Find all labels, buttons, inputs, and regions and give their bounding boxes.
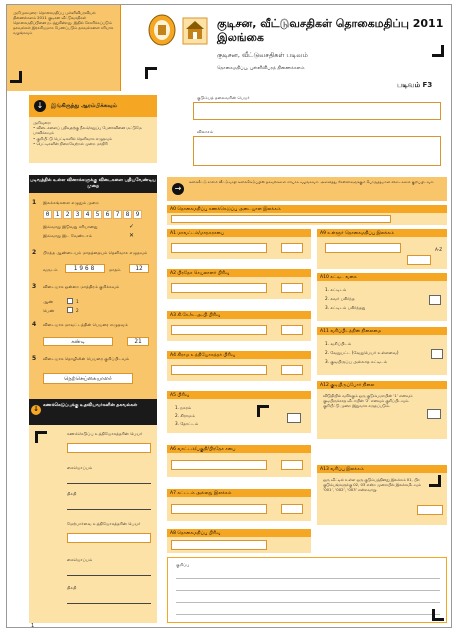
section-a8-header: A8 தொகைமதிப்பு பிரிவு	[167, 529, 311, 537]
female-code: 2	[76, 308, 79, 313]
building-type-option[interactable]: 3. கட்டிடம் பகிர்ந்தது	[325, 305, 366, 310]
occupancy-code-box[interactable]	[427, 409, 441, 419]
section-a13-body	[317, 473, 447, 525]
enumerator-header-label: கணக்கெடுப்புக்கு உதவியவர்களின் தகவல்கள்	[43, 403, 138, 408]
start-here-banner	[29, 95, 157, 117]
housing-status-code-box[interactable]	[431, 349, 443, 359]
example-wrong: இவ்வாறு இட வேண்டாம்	[43, 233, 93, 238]
section-a6-header: A6 வாட்டம்/பகுதி/பிரதேச சபை	[167, 445, 311, 453]
building-type-code-box[interactable]	[429, 295, 441, 305]
supervisor-name-label: மேற்பார்வை உத்தியோகத்தரின் பெயர்	[67, 521, 141, 526]
section-a7-header: A7 கட்டடம் அல்லது இலக்கம்	[167, 489, 311, 497]
housing-status-option[interactable]: 2. வேறுபட்ட (வேறுபெயர் உள்ளவை)	[325, 350, 399, 355]
section-a3-body	[167, 319, 311, 341]
address-label: விலாசம்	[197, 129, 214, 134]
unit-number-instructions: ஒரு வீட்டில் உள்ள ஒரு குடும்பத்தினது இலக்கம் 01, பிற குடும்பங்களுக்கு 02, 03 என்ற முறையில் இலக்கமிடவும் ‘001’, ‘002’, ‘003’ என்றவாறு.	[323, 477, 421, 493]
sector-option-estate[interactable]: 3. தோட்டம்	[175, 421, 199, 426]
section-a5-body	[167, 399, 311, 433]
registration-mark-icon	[432, 609, 444, 621]
instruction-banner	[167, 177, 447, 201]
example-correct: இவ்வாறு இடுவது சரியானது	[43, 224, 98, 229]
notes-line	[176, 602, 440, 603]
householder-label: குடும்பத் தலைவரின் பெயர்	[197, 95, 250, 100]
supervisor-date-label: திகதி	[67, 585, 77, 590]
section-a0-header: A0 தொகைமதிப்பு கணக்கெடுப்பு அடையாள இலக்கம்	[167, 205, 447, 213]
section-a10-body	[317, 281, 447, 321]
ds-division-code-field[interactable]	[281, 283, 303, 293]
gn-division-code-field[interactable]	[281, 365, 303, 375]
sector-option-urban[interactable]: 1. நகரம்	[175, 405, 192, 410]
enumerator-date-label: திகதி	[67, 491, 77, 496]
section-a9-body	[317, 237, 447, 269]
female-label: பெண்	[43, 308, 55, 313]
right-arrow-icon: →	[172, 183, 184, 195]
building-code-field[interactable]	[281, 504, 303, 514]
district-code-input: 21	[127, 337, 149, 346]
ds-division-input[interactable]	[171, 283, 267, 293]
notes-line	[176, 578, 440, 579]
district-example-input: கண்டி	[43, 337, 113, 346]
building-number-input[interactable]	[171, 504, 267, 514]
digits-heading: இலக்கங்களை எழுதும் முறை	[43, 200, 99, 205]
male-checkbox[interactable]	[67, 298, 73, 304]
intro-panel	[7, 5, 121, 91]
section-a7-body	[167, 497, 311, 521]
month-example-input: 12	[129, 264, 149, 273]
supervisor-signature-line[interactable]	[67, 575, 151, 576]
local-authority-input[interactable]	[171, 325, 267, 335]
year-label: வருடம்	[43, 267, 58, 272]
census-form-page	[6, 4, 452, 628]
enumerator-date-line[interactable]	[67, 509, 151, 510]
building-type-option[interactable]: 1. கட்டிடம்	[325, 287, 347, 292]
cross-mark: ✕	[129, 232, 135, 239]
unit-number-input[interactable]	[417, 505, 443, 515]
section-a2-body	[167, 277, 311, 299]
local-census-letter-field[interactable]	[407, 255, 431, 265]
male-label: ஆண்	[43, 299, 54, 304]
enumerator-name-input[interactable]	[67, 443, 151, 453]
registration-mark-icon	[429, 475, 441, 487]
householder-name-input[interactable]	[193, 102, 441, 120]
digit-examples: 0 1 2 3 4 5 6 7 8 9	[43, 210, 143, 219]
male-code: 1	[76, 299, 79, 304]
instructions-notes	[29, 117, 157, 163]
section-a13-header: A13 வசிப்பு இலக்கம்	[317, 465, 447, 473]
district-input[interactable]	[171, 243, 267, 253]
gn-division-input[interactable]	[171, 365, 267, 375]
year-example-input: 1968	[65, 264, 105, 273]
local-authority-code-field[interactable]	[281, 325, 303, 335]
note-item: • குறியீட்டு பெட்டிகளில் தெளிவாக எழுதவும்	[33, 135, 112, 141]
sex-instructions: விடையாக ஒன்றை மாத்திரம் குறிக்கவும்	[43, 284, 120, 289]
section-a10-header: A10 கட்டிட வகை	[317, 273, 447, 281]
section-a0-body	[167, 213, 447, 225]
birth-instructions: பிறந்த ஆண்டையும் மாதத்தையும் தெளிவாக எழுதவும்	[43, 250, 148, 255]
section-a12-body	[317, 389, 447, 439]
state-emblem-icon	[147, 13, 177, 47]
supervisor-signature-label: கையொப்பம்	[67, 557, 93, 562]
intro-text: அறிமுகவுரை: தொகைமதிப்பு புள்ளிவிபரவியல் திணைக்களம் 2011 குடிசன வீட்டுவசதிகள் தொகைமதிப்பினை நடத்துகின்றது. இதில் சேகரிக்கப்படும் தகவல்கள் இரகசியமாக பேணப்படும் தகவல்களை சரியாக வழங்கவும்	[13, 10, 114, 36]
section-a8-body	[167, 537, 311, 553]
enumerator-signature-line[interactable]	[67, 483, 151, 484]
sector-code-box[interactable]	[287, 413, 301, 423]
section-a1-body	[167, 237, 311, 259]
department-name: தொகைமதிப்பு, புள்ளிவிபரத் திணைக்களம்	[217, 66, 305, 71]
building-type-option[interactable]: 2. சுவர் பகிர்ந்த	[325, 296, 355, 301]
section-a5-header: A5 பிரிவு	[167, 391, 311, 399]
supervisor-date-line[interactable]	[67, 603, 151, 604]
registration-mark-icon	[10, 71, 22, 83]
section-a9-header: A9 உள்ளூர் தொகைமதிப்பு இலக்கம்	[317, 229, 447, 237]
tick-mark: ✓	[129, 223, 135, 230]
census-id-input[interactable]	[171, 215, 391, 223]
enumerator-header	[29, 399, 157, 425]
start-here-label: இங்கிருந்து ஆரம்பிக்கவும்	[51, 103, 117, 109]
occupation-instructions: விடையாக தொழிலின் பெயரை குறிப்பிடவும்	[43, 356, 130, 361]
female-checkbox[interactable]	[67, 307, 73, 313]
section-a4-header: A4 கிராம உத்தியோகத்தர் பிரிவு	[167, 351, 311, 359]
notes-line	[176, 614, 440, 615]
department-logo-icon	[182, 17, 208, 45]
notes-title: அறிவுரை:	[33, 120, 51, 125]
section-a11-body	[317, 335, 447, 375]
note-item: • விடைகளைப் பதிவதற்கு நீலம்/கறுப்பு பேனாவினை மட்டுமே பாவிக்கவும்	[33, 125, 142, 136]
local-census-number-input[interactable]	[325, 243, 401, 253]
occupancy-instructions: விடுதியில் வசிக்கும் ஒரு குடும்பமாயின் ‘1’ எனவும் குடியிருக்காத வீடாயின் ‘2’ எனவும் குறிப்பிடவும். குறியீட்டு முறை இதுவாக கருதப்படும்.	[323, 393, 413, 409]
registration-mark-icon	[145, 67, 157, 79]
down-arrow-icon: ↓	[34, 100, 46, 112]
notes-line	[176, 590, 440, 591]
section-a1-header: A1 மாவட்டம்/மாநகரசபை	[167, 229, 311, 237]
sector-option-rural[interactable]: 2. கிராமம்	[175, 413, 195, 418]
enumerator-panel	[29, 425, 157, 623]
letter-range: A-Z	[435, 247, 443, 252]
how-to-answer-panel: 1 இலக்கங்களை எழுதும் முறை 0 1 2 3 4 5 6 7 8 9 இவ்வாறு இடுவது சரியானது ✓ இவ்வாறு இட வேண்டாம் ✕ 2 பிறந்த ஆண்டையும் மாதத்தையும் தெளிவாக எழுதவும் வருடம் 1968 மாதம் 12 3 விடையாக ஒன்றை மாத்திரம் குறிக்கவும் ஆண் 1 பெண் 2 4 விடையாக மாவட்டத்தின் பெயரை எழுதவும் கண்டி 21 5 விடையாக தொழிலின் பெயரை குறிப்பிடவும் நெற்செய்கையாளர் ↓ கணக்கெடுப்புக்கு உதவியவர்களின் தகவல்கள்	[29, 193, 157, 425]
month-label: மாதம்	[109, 267, 121, 272]
section-a4-body	[167, 359, 311, 381]
notes-label: குறிப்பு	[176, 562, 190, 567]
form-subtitle: குடிசன, வீட்டுவசதிகள் படிவம்	[217, 51, 308, 59]
enumerator-name-label: கணக்கெடுப்பு உத்தியோகத்தரின் பெயர்	[67, 431, 143, 436]
section-a11-header: A11 வசிப்பிடத்தின் நிலைமை	[317, 327, 447, 335]
form-country: இலங்கை	[217, 31, 264, 44]
district-instructions: விடையாக மாவட்டத்தின் பெயரை எழுதவும்	[43, 322, 128, 327]
ward-code-field[interactable]	[281, 460, 303, 470]
section-a3-header: A3 கி.சே./உ.அ.பி.பிரிவு	[167, 311, 311, 319]
housing-status-option[interactable]: 3. குடியிருப்பு அல்லாத கட்டிடம்	[325, 359, 387, 364]
ward-input[interactable]	[171, 460, 267, 470]
section-a12-header: A12 குடியிருப்போர் நிலை	[317, 381, 447, 389]
notes-area[interactable]	[167, 557, 447, 623]
instruction-text: கணக்கீட்டு காலம் வீட்டுவசதி கணக்கெடுப்பின் தகவல்களை சரியாக வழங்கவும். அனைத்து கேள்விகளுக்கும் பொருத்தமான விடைகளை குறிப்பிடவும்.	[189, 180, 435, 184]
housing-status-option[interactable]: 1. வசிப்பிடம்	[325, 341, 352, 346]
how-to-answer-header: படிவத்தில் உள்ள வினாக்களுக்கு விடைகளை பதியவேண்டிய முறை	[29, 175, 157, 193]
enumerator-signature-label: கையொப்பம்	[67, 465, 93, 470]
note-item: • பெட்டிகளின் நிறைவேற்றல் முறை மாதிரி	[33, 140, 108, 146]
page-number: 1	[31, 623, 35, 629]
census-block-input[interactable]	[171, 540, 267, 550]
registration-mark-icon	[257, 405, 269, 417]
section-a2-header: A2 பிரதேச செயலாளர் பிரிவு	[167, 269, 311, 277]
section-a6-body	[167, 453, 311, 477]
form-number: படிவம் F3	[397, 81, 433, 89]
district-code-field[interactable]	[281, 243, 303, 253]
supervisor-name-input[interactable]	[67, 533, 151, 543]
form-title: குடிசன, வீட்டுவசதிகள் தொகைமதிப்பு 2011	[217, 17, 444, 30]
registration-mark-icon	[432, 45, 444, 57]
occupation-example-input: நெற்செய்கையாளர்	[43, 373, 133, 384]
registration-mark-icon	[35, 431, 47, 443]
down-arrow-icon: ↓	[31, 405, 41, 415]
address-input[interactable]	[193, 136, 441, 166]
